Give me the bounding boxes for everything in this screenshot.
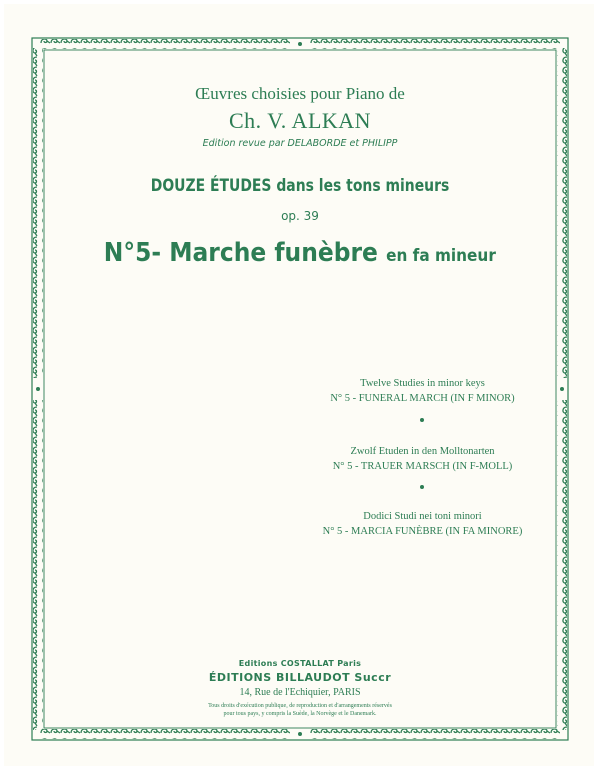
separator-dot	[420, 485, 424, 489]
rights-notice-line2: pour tous pays, y compris la Suède, la Norvège et le Danemark.	[223, 711, 377, 717]
etudes-title: DOUZE ÉTUDES dans les tons mineurs	[150, 176, 450, 196]
translation-de-piece: N° 5 - TRAUER MARSCH (IN F-MOLL)	[332, 461, 513, 472]
publisher-address: 14, Rue de l'Echiquier, PARIS	[239, 687, 361, 698]
translation-it-collection: Dodici Studi nei toni minori	[363, 511, 482, 522]
composer-name: Ch. V. ALKAN	[228, 108, 372, 133]
separator-dot	[420, 418, 424, 422]
piece-title	[0, 238, 600, 268]
opus-number: op. 39	[281, 209, 319, 223]
publisher-billaudot: ÉDITIONS BILLAUDOT Succr	[208, 671, 392, 684]
publisher-costallat: Editions COSTALLAT Paris	[238, 659, 362, 668]
translation-de-collection: Zwolf Etuden in den Molltonarten	[350, 446, 495, 457]
rights-notice-line1: Tous droits d'exécution publique, de reproduction et d'arrangements réservés	[208, 703, 392, 709]
translation-it-piece: N° 5 - MARCIA FUNÈBRE (IN FA MINORE)	[322, 526, 523, 537]
collection-heading: Œuvres choisies pour Piano de	[195, 84, 405, 103]
translation-en-collection: Twelve Studies in minor keys	[360, 378, 485, 389]
translation-en-piece: N° 5 - FUNERAL MARCH (IN F MINOR)	[330, 393, 515, 404]
piece-key: en fa mineur	[386, 246, 497, 266]
edition-credit: Edition revue par DELABORDE et PHILIPP	[202, 138, 398, 149]
piece-number: N°5	[103, 238, 152, 268]
piece-name: - Marche funèbre	[151, 238, 379, 268]
